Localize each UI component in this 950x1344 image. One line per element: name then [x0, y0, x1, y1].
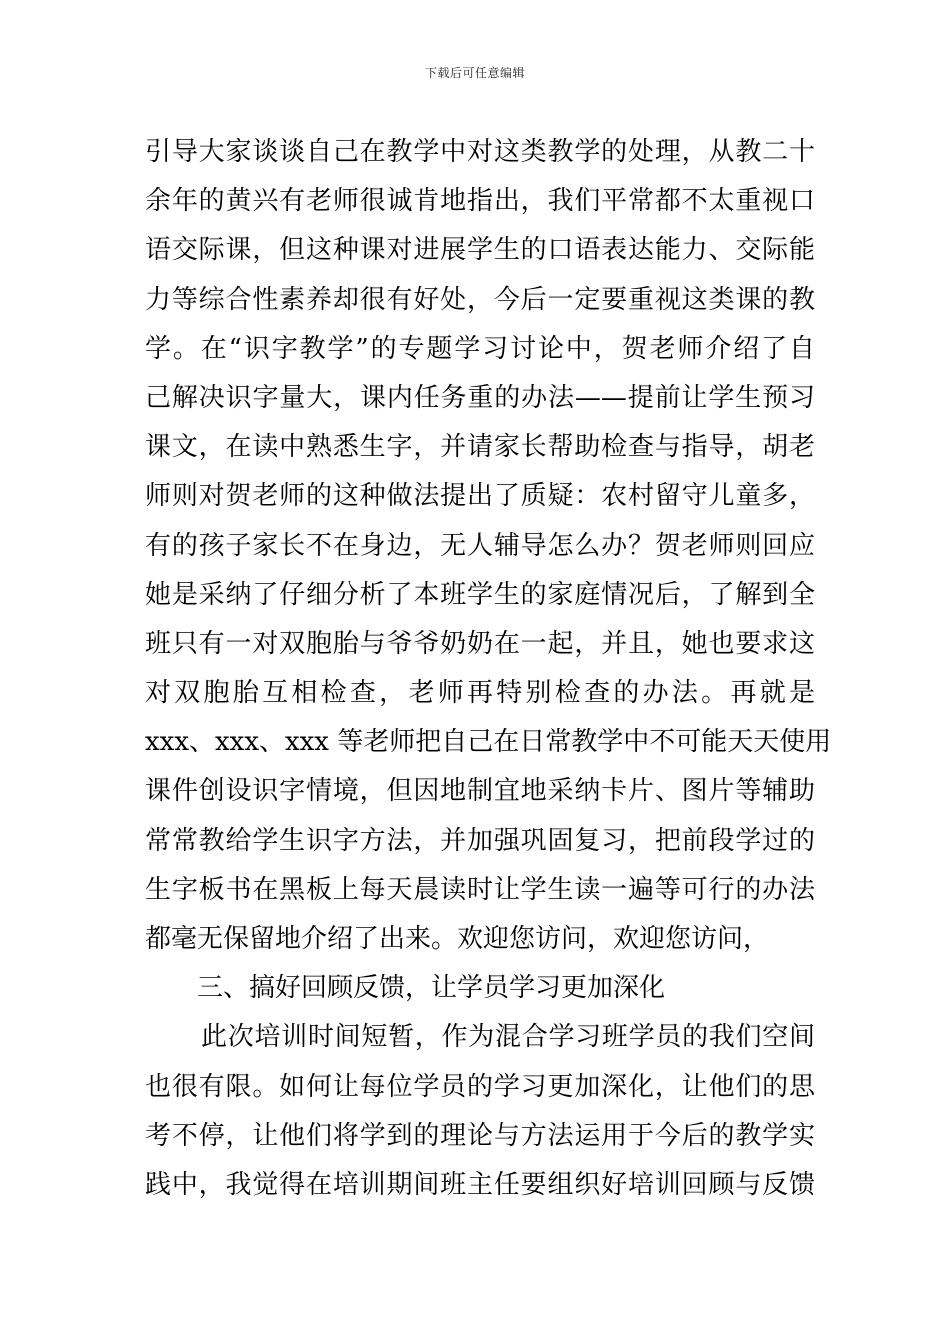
page-header: 下载后可任意编辑	[424, 66, 525, 80]
paragraph-line: 己解决识字量大，课内任务重的办法——提前让学生预习	[145, 382, 815, 413]
paragraph-line: 常常教给学生识字方法，并加强巩固复习，把前段学过的	[145, 825, 815, 856]
paragraph-line: 践中，我觉得在培训期间班主任要组织好培训回顾与反馈	[145, 1169, 815, 1200]
paragraph-line: 引导大家谈谈自己在教学中对这类教学的处理，从教二十	[145, 137, 815, 167]
paragraph-line: 学。在“识字教学”的专题学习讨论中，贺老师介绍了自	[145, 333, 815, 364]
paragraph-line: 班只有一对双胞胎与爷爷奶奶在一起，并且，她也要求这	[145, 628, 815, 659]
paragraph-line: 生字板书在黑板上每天晨读时让学生读一遍等可行的办法	[145, 874, 815, 905]
body-text	[145, 128, 832, 1210]
paragraph-line: 都毫无保留地介绍了出来。欢迎您访问，欢迎您访问，	[145, 924, 770, 954]
paragraph-line: 师则对贺老师的这种做法提出了质疑：农村留守儿童多，	[145, 481, 815, 512]
paragraph-line: 考不停，让他们将学到的理论与方法运用于今后的教学实	[145, 1120, 815, 1151]
paragraph-line: 她是采纳了仔细分析了本班学生的家庭情况后，了解到全	[145, 579, 815, 610]
paragraph-line: 余年的黄兴有老师很诚肯地指出，我们平常都不太重视口	[145, 186, 815, 217]
paragraph-line: xxx、xxx、xxx 等老师把自己在日常教学中不可能天天使用	[145, 727, 832, 758]
section-heading: 三、搞好回顾反馈，让学员学习更加深化	[197, 973, 666, 1004]
paragraph-line: 课文，在读中熟悉生字，并请家长帮助检查与指导，胡老	[145, 432, 815, 463]
paragraph-line: 对双胞胎互相检查，老师再特别检查的办法。再就是	[145, 678, 815, 709]
paragraph-line: 有的孩子家长不在身边，无人辅导怎么办？贺老师则回应	[145, 530, 815, 561]
paragraph-line: 力等综合性素养却很有好处，今后一定要重视这类课的教	[145, 284, 815, 315]
paragraph-line: 语交际课，但这种课对进展学生的口语表达能力、交际能	[145, 235, 815, 266]
paragraph-line: 也很有限。如何让每位学员的学习更加深化，让他们的思	[145, 1071, 815, 1102]
paragraph-line: 此次培训时间短暂，作为混合学习班学员的我们空间	[201, 1022, 815, 1053]
paragraph-line: 课件创设识字情境，但因地制宜地采纳卡片、图片等辅助	[145, 776, 815, 807]
